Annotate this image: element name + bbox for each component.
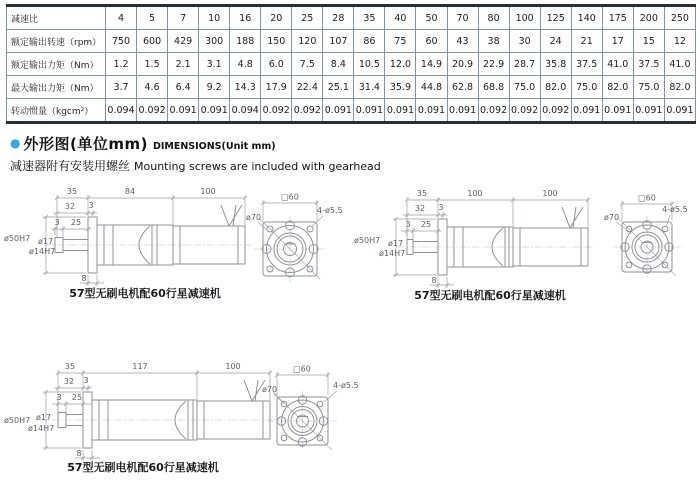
table-cell: 0.091	[571, 99, 602, 123]
table-cell: 150	[261, 30, 292, 53]
dim-flange-thk: 8	[76, 449, 82, 458]
table-cell: 43	[447, 30, 478, 53]
table-cell: 80	[478, 6, 509, 30]
table-cell: 14.9	[416, 53, 447, 76]
table-cell: 0.091	[354, 99, 385, 123]
dim-holes: 4-ø5.5	[333, 381, 359, 390]
table-cell: 20.9	[447, 53, 478, 76]
table-cell: 31.4	[354, 76, 385, 99]
table-cell: 1.2	[106, 53, 137, 76]
dim-square: □60	[638, 193, 656, 203]
table-cell: 15	[633, 30, 664, 53]
front-view-flange-1	[246, 193, 343, 283]
table-cell: 7.5	[292, 53, 323, 76]
table-cell: 82.0	[602, 76, 633, 99]
table-cell: 10.5	[354, 53, 385, 76]
table-cell: 0.092	[137, 99, 168, 123]
table-cell: 20	[261, 6, 292, 30]
table-cell: 28	[323, 6, 354, 30]
dim-offset-32: 32	[414, 204, 426, 213]
side-view-gearmotor-100	[354, 189, 594, 302]
table-cell: 0.092	[478, 99, 509, 123]
dim-len-front: 35	[66, 187, 78, 196]
table-cell: 35.9	[385, 76, 416, 99]
dim-flange-thk: 8	[81, 274, 87, 283]
drawing-caption: 57型无刷电机配60行星减速机	[414, 289, 566, 302]
table-cell: 0.091	[385, 99, 416, 123]
table-row-header: 额定输出转速（rpm）	[7, 30, 106, 53]
side-view-gearmotor-84	[4, 187, 252, 300]
dim-square: □60	[293, 364, 311, 374]
dim-len-gear: 117	[132, 362, 148, 371]
table-cell: 30	[509, 30, 540, 53]
table-cell: 14.3	[230, 76, 261, 99]
dim-bolt-circle: ø70	[262, 385, 278, 394]
table-cell: 28.7	[509, 53, 540, 76]
dim-offset-32: 32	[63, 377, 75, 386]
table-cell: 750	[106, 30, 137, 53]
table-cell: 0.091	[664, 99, 695, 123]
table-cell: 41.0	[602, 53, 633, 76]
table-cell: 7	[168, 6, 199, 30]
dim-len-front: 35	[416, 189, 428, 198]
table-cell: 22.9	[478, 53, 509, 76]
table-cell: 0.094	[106, 99, 137, 123]
dim-shaft-dia: ø14H7	[379, 249, 406, 258]
table-cell: 120	[292, 30, 323, 53]
table-cell: 100	[509, 6, 540, 30]
table-cell: 44.8	[416, 76, 447, 99]
table-cell: 17.9	[261, 76, 292, 99]
table-cell: 16	[230, 6, 261, 30]
table-cell: 300	[199, 30, 230, 53]
table-cell: 0.091	[447, 99, 478, 123]
dim-len-motor: 100	[225, 362, 241, 371]
bullet-icon: ●	[10, 136, 21, 150]
table-cell: 1.5	[137, 53, 168, 76]
table-cell: 5	[137, 6, 168, 30]
dim-offset-3: 3	[88, 201, 94, 210]
dim-collar-dia: ø17	[388, 239, 404, 248]
table-cell: 62.8	[447, 76, 478, 99]
dim-collar-len: 3	[56, 393, 62, 402]
dimension-lines	[274, 372, 337, 404]
table-cell: 75.0	[571, 76, 602, 99]
table-cell: 107	[323, 30, 354, 53]
table-cell: 140	[571, 6, 602, 30]
table-cell: 4	[106, 6, 137, 30]
dim-len-motor: 100	[200, 187, 216, 196]
dim-collar-dia: ø17	[36, 413, 52, 422]
table-cell: 41.0	[664, 53, 695, 76]
table-cell: 6.0	[261, 53, 292, 76]
table-cell: 70	[447, 6, 478, 30]
table-cell: 10	[199, 6, 230, 30]
dim-holes: 4-ø5.5	[662, 205, 688, 214]
table-cell: 250	[664, 6, 695, 30]
dim-shaft-dia: ø14H7	[28, 424, 55, 433]
table-cell: 4.8	[230, 53, 261, 76]
dim-len-motor: 100	[542, 189, 558, 198]
dim-offset-32: 32	[64, 202, 76, 211]
dim-len-front: 35	[64, 362, 76, 371]
table-cell: 35	[354, 6, 385, 30]
dim-shaft-len: 25	[70, 218, 82, 227]
table-cell: 200	[633, 6, 664, 30]
side-view-gearmotor-117	[4, 362, 278, 474]
dim-shaft-len: 25	[71, 393, 83, 402]
table-cell: 3.1	[199, 53, 230, 76]
drawing-caption: 57型无刷电机配60行星减速机	[67, 461, 219, 474]
table-cell: 38	[478, 30, 509, 53]
table-cell: 75	[385, 30, 416, 53]
table-cell: 50	[416, 6, 447, 30]
table-cell: 0.091	[602, 99, 633, 123]
dim-len-gear: 100	[467, 189, 483, 198]
table-cell: 429	[168, 30, 199, 53]
table-cell: 0.091	[323, 99, 354, 123]
table-cell: 12	[664, 30, 695, 53]
table-cell: 3.7	[106, 76, 137, 99]
section-note-cn: 减速器附有安装用螺丝	[10, 159, 131, 173]
dim-collar-len: 3	[405, 220, 411, 229]
table-cell: 0.092	[261, 99, 292, 123]
front-view-flange-3	[262, 365, 359, 451]
dim-bolt-circle: ø70	[246, 213, 262, 222]
table-cell: 82.0	[664, 76, 695, 99]
table-cell: 0.091	[168, 99, 199, 123]
table-cell: 600	[137, 30, 168, 53]
table-cell: 4.6	[137, 76, 168, 99]
table-row-header: 转动惯量（kgcm²）	[7, 99, 106, 123]
table-cell: 0.094	[230, 99, 261, 123]
table-cell: 68.8	[478, 76, 509, 99]
dim-offset-3: 3	[438, 203, 444, 212]
table-row-header: 最大输出力矩（Nm）	[7, 76, 106, 99]
wire-leads	[221, 205, 242, 226]
section-title-cn: 外形图(单位mm)	[23, 135, 148, 153]
dim-collar-dia: ø17	[38, 237, 54, 246]
table-cell: 22.4	[292, 76, 323, 99]
table-cell: 125	[540, 6, 571, 30]
dimension-lines	[43, 370, 272, 461]
table-cell: 0.091	[633, 99, 664, 123]
dim-holes: 4-ø5.5	[317, 206, 343, 215]
dim-len-gear: 84	[124, 187, 136, 196]
table-cell: 35.8	[540, 53, 571, 76]
table-cell: 37.5	[571, 53, 602, 76]
table-cell: 8.4	[323, 53, 354, 76]
dim-pilot-dia: ø50H7	[4, 416, 31, 425]
wire-leads	[562, 207, 583, 228]
drawing-caption: 57型无刷电机配60行星减速机	[69, 287, 221, 300]
table-row-header: 额定输出力矩（Nm）	[7, 53, 106, 76]
table-cell: 0.091	[416, 99, 447, 123]
table-cell: 37.5	[633, 53, 664, 76]
front-view-flange-2	[604, 194, 688, 279]
table-cell: 175	[602, 6, 633, 30]
table-cell: 0.092	[509, 99, 540, 123]
table-cell: 2.1	[168, 53, 199, 76]
table-cell: 0.092	[540, 99, 571, 123]
dim-flange-thk: 8	[431, 276, 437, 285]
table-cell: 25	[292, 6, 323, 30]
table-row-header: 减速比	[7, 6, 106, 30]
dim-square: □60	[281, 192, 299, 202]
dim-collar-len: 3	[54, 218, 60, 227]
table-cell: 75.0	[509, 76, 540, 99]
section-title-en: DIMENSIONS(Unit mm)	[152, 141, 276, 152]
table-cell: 17	[602, 30, 633, 53]
dim-bolt-circle: ø70	[604, 213, 620, 222]
dim-pilot-dia: ø50H7	[4, 234, 31, 243]
dim-shaft-len: 25	[420, 220, 432, 229]
table-cell: 60	[416, 30, 447, 53]
table-cell: 24	[540, 30, 571, 53]
table-cell: 82.0	[540, 76, 571, 99]
table-cell: 188	[230, 30, 261, 53]
dim-shaft-dia: ø14H7	[29, 247, 56, 256]
table-cell: 40	[385, 6, 416, 30]
table-cell: 86	[354, 30, 385, 53]
table-cell: 25.1	[323, 76, 354, 99]
table-cell: 6.4	[168, 76, 199, 99]
table-cell: 0.092	[292, 99, 323, 123]
table-cell: 75.0	[633, 76, 664, 99]
section-note-en: Mounting screws are included with gearhead	[134, 160, 381, 173]
table-cell: 21	[571, 30, 602, 53]
dim-offset-3: 3	[83, 376, 89, 385]
table-cell: 12.0	[385, 53, 416, 76]
table-cell: 0.091	[199, 99, 230, 123]
dim-pilot-dia: ø50H7	[354, 236, 381, 245]
table-cell: 9.2	[199, 76, 230, 99]
